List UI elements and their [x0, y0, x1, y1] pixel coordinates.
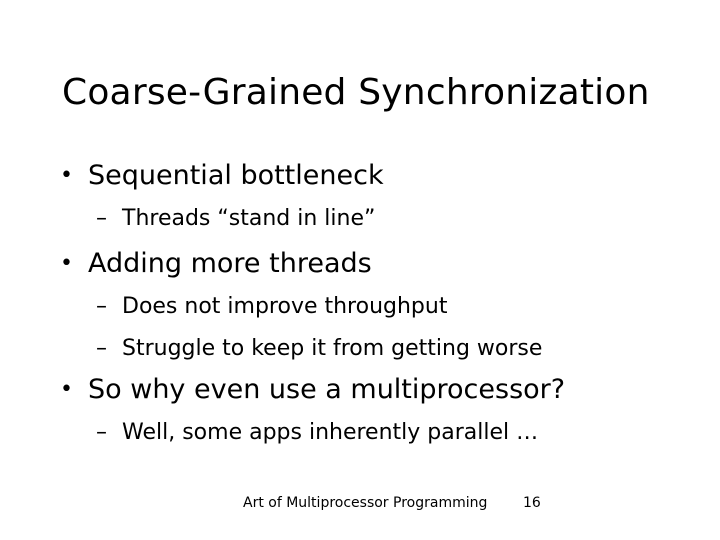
sub-text: Well, some apps inherently parallel … — [122, 420, 539, 445]
sub-text: Threads “stand in line” — [122, 206, 376, 231]
sub-marker: – — [96, 206, 107, 231]
bullet-item — [60, 374, 565, 405]
sub-text: Struggle to keep it from getting worse — [122, 336, 543, 361]
bullet-marker: • — [60, 377, 73, 402]
sub-text: Does not improve throughput — [122, 294, 448, 319]
bullet-item — [60, 160, 384, 191]
footer-text: Art of Multiprocessor Programming — [243, 495, 488, 511]
sub-marker: – — [96, 294, 107, 319]
sub-marker: – — [96, 420, 107, 445]
sub-item — [96, 294, 447, 319]
bullet-text: Sequential bottleneck — [88, 160, 384, 191]
bullet-item — [60, 248, 372, 279]
bullet-text: Adding more threads — [88, 248, 372, 279]
page-number: 16 — [523, 495, 541, 511]
sub-item — [96, 336, 542, 361]
sub-item — [96, 420, 538, 445]
sub-marker: – — [96, 336, 107, 361]
bullet-marker: • — [60, 163, 73, 188]
slide-title: Coarse-Grained Synchronization — [62, 72, 650, 113]
sub-item — [96, 206, 375, 231]
bullet-marker: • — [60, 251, 73, 276]
bullet-text: So why even use a multiprocessor? — [88, 374, 566, 405]
